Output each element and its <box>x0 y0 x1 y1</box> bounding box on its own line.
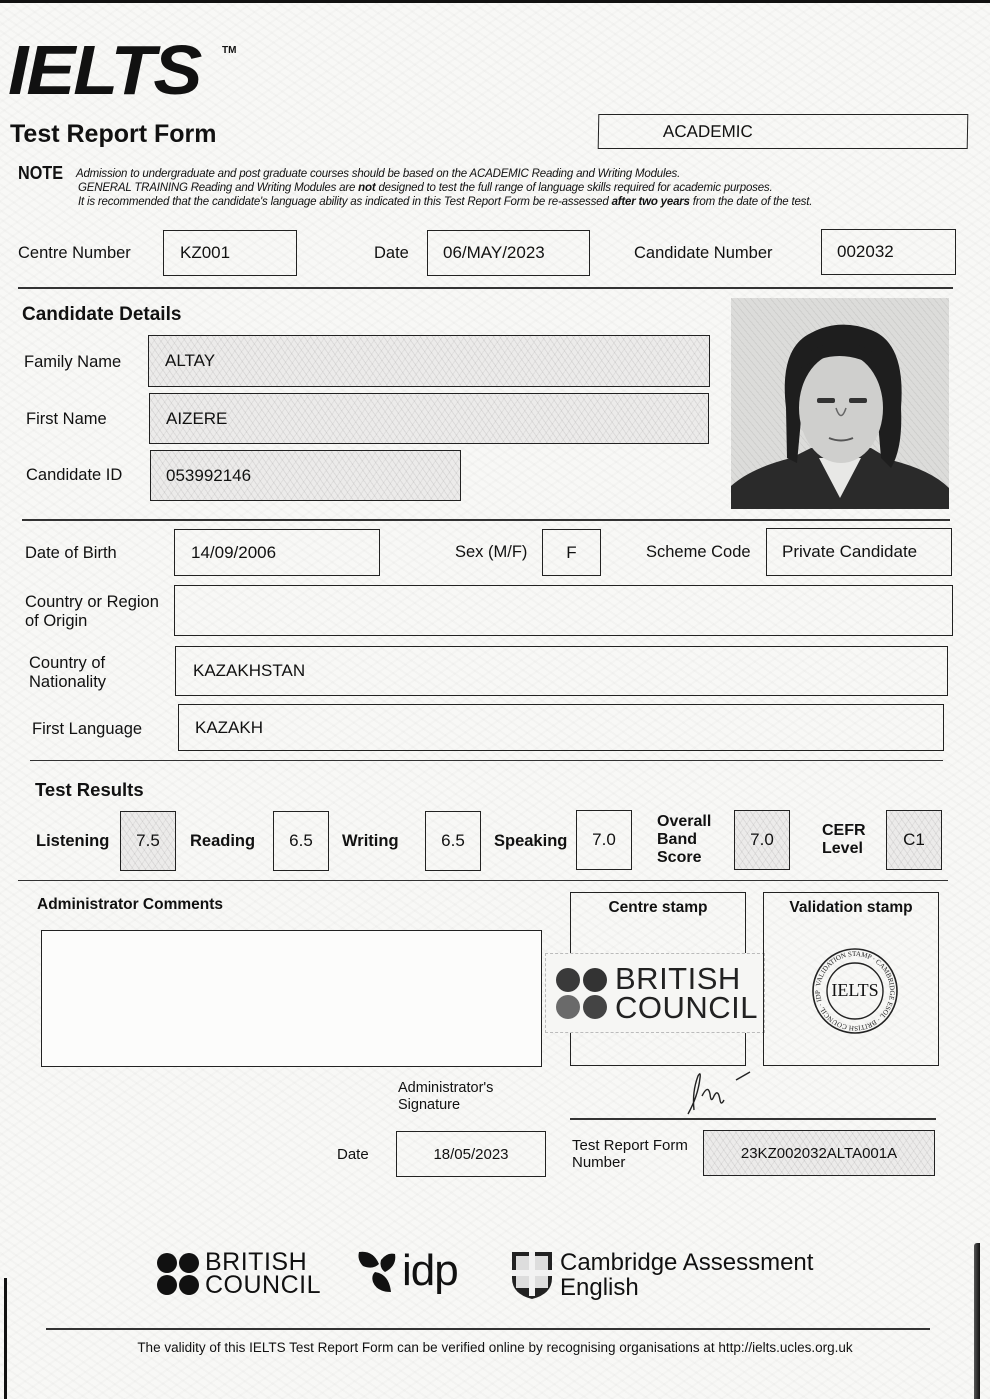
idp-logo: idp <box>355 1248 458 1294</box>
listening-score: 7.5 <box>120 811 176 871</box>
issue-date-label: Date <box>337 1146 369 1163</box>
overall-band-label: Overall Band Score <box>657 813 712 866</box>
speaking-score: 7.0 <box>576 810 632 870</box>
divider <box>18 880 948 881</box>
overall-band-score: 7.0 <box>734 810 790 870</box>
note-line-1: Admission to undergraduate and post graduate courses should be based on the ACADEMIC Reading and Writing Modules. <box>76 168 681 180</box>
test-results-heading: Test Results <box>35 779 144 800</box>
centre-number-label: Centre Number <box>18 244 131 262</box>
cambridge-shield-icon <box>510 1250 554 1300</box>
nationality-value: KAZAKHSTAN <box>193 661 306 680</box>
candidate-number-label: Candidate Number <box>634 244 773 262</box>
page-edge-shadow <box>974 1243 980 1399</box>
candidate-details-heading: Candidate Details <box>22 304 182 325</box>
cefr-level-value: C1 <box>886 810 942 870</box>
issue-date-field <box>396 1131 546 1177</box>
origin-field <box>174 585 953 636</box>
british-council-dots-icon <box>556 968 607 1019</box>
dob-label: Date of Birth <box>25 544 117 562</box>
test-date-value: 06/MAY/2023 <box>443 243 545 262</box>
sex-field <box>542 529 601 576</box>
scheme-code-value: Private Candidate <box>782 542 918 561</box>
note-line-2: GENERAL TRAINING Reading and Writing Modules are not designed to test the full range of language skills required for academic purposes. <box>78 182 773 194</box>
cefr-level-label: CEFR Level <box>822 822 866 857</box>
speaking-label: Speaking <box>494 832 568 850</box>
reading-label: Reading <box>190 832 256 850</box>
british-council-logo: BRITISH COUNCIL <box>157 1251 321 1297</box>
scheme-code-label: Scheme Code <box>646 543 751 561</box>
divider <box>30 760 943 761</box>
footer-divider <box>46 1328 930 1330</box>
candidate-number-field <box>821 229 956 275</box>
validation-seal-text: IELTS <box>831 980 879 1000</box>
first-name-value: AIZERE <box>166 408 228 428</box>
reading-score: 6.5 <box>273 811 329 871</box>
divider <box>18 287 953 289</box>
candidate-id-label: Candidate ID <box>26 466 123 484</box>
test-date-label: Date <box>374 244 409 262</box>
dob-field <box>174 529 380 576</box>
page-title: Test Report Form <box>10 120 217 148</box>
candidate-portrait-image <box>731 298 949 509</box>
issue-date-value: 18/05/2023 <box>433 1145 509 1163</box>
british-council-stamp: BRITISH COUNCIL <box>545 953 765 1033</box>
first-language-value: KAZAKH <box>195 717 264 737</box>
british-council-dots-icon <box>157 1253 199 1295</box>
candidate-photo <box>731 298 949 509</box>
first-language-field <box>178 704 944 751</box>
nationality-label: Country of Nationality <box>29 654 107 691</box>
signature-line <box>570 1118 936 1120</box>
idp-leaf-icon <box>355 1248 399 1294</box>
listening-label: Listening <box>36 832 110 850</box>
sex-value: F <box>566 542 577 562</box>
svg-text:VALIDATION STAMP · CAMBRIDGE E: VALIDATION STAMP · CAMBRIDGE ESOL · BRITISH COUNCIL · IDP <box>813 949 897 1033</box>
trademark-mark: TM <box>222 45 237 56</box>
writing-label: Writing <box>342 832 399 850</box>
divider <box>22 519 950 521</box>
admin-comments-field <box>41 930 542 1067</box>
verification-footer: The validity of this IELTS Test Report Form can be verified online by recognising organisations at http://ielts.ucles.org.uk <box>137 1340 853 1355</box>
validation-stamp-label: Validation stamp <box>789 899 913 916</box>
trf-number-value: 23KZ002032ALTA001A <box>740 1144 898 1162</box>
admin-signature-image <box>680 1066 760 1118</box>
dob-value: 14/09/2006 <box>191 542 277 562</box>
centre-stamp-label: Centre stamp <box>608 899 708 916</box>
scheme-code-field <box>766 528 952 576</box>
note-heading: NOTE <box>18 163 64 183</box>
module-field <box>598 114 969 149</box>
candidate-number-value: 002032 <box>837 242 894 261</box>
origin-label: Country or Region of Origin <box>25 593 159 630</box>
centre-number-value: KZ001 <box>180 243 231 262</box>
family-name-value: ALTAY <box>165 351 216 370</box>
validation-seal <box>811 947 899 1035</box>
module-value: ACADEMIC <box>662 121 753 141</box>
first-name-label: First Name <box>26 410 107 428</box>
ielts-logo: IELTS <box>8 31 201 109</box>
centre-number-field <box>163 230 297 276</box>
cambridge-assessment-logo: Cambridge Assessment English <box>510 1250 813 1300</box>
page-edge-shadow <box>4 1278 7 1399</box>
nationality-field <box>175 646 948 696</box>
admin-signature-label: Administrator's Signature <box>398 1080 494 1113</box>
family-name-label: Family Name <box>24 353 122 371</box>
admin-comments-label: Administrator Comments <box>37 896 224 913</box>
family-name-field <box>148 335 710 387</box>
test-date-field <box>427 230 590 276</box>
trf-number-field <box>703 1130 935 1176</box>
first-name-field <box>149 393 709 444</box>
trf-number-label: Test Report Form Number <box>572 1137 688 1171</box>
writing-score: 6.5 <box>425 811 481 871</box>
candidate-id-field <box>150 450 461 501</box>
note-line-3: It is recommended that the candidate's language ability as indicated in this Test Report Form be re-assessed after two years from the date of the test. <box>78 196 813 208</box>
first-language-label: First Language <box>32 720 143 738</box>
candidate-id-value: 053992146 <box>166 465 252 485</box>
sex-label: Sex (M/F) <box>455 543 528 561</box>
